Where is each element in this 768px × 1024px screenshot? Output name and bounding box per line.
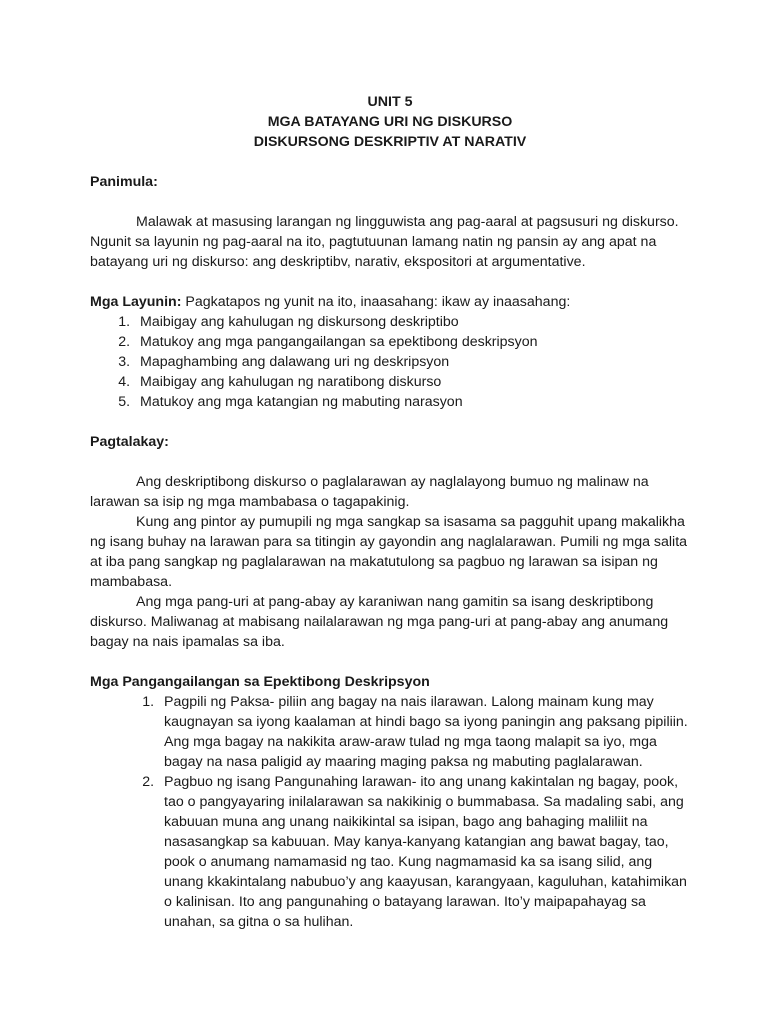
list-item: 2. Matukoy ang mga pangangailangan sa epektibong deskripsyon (134, 332, 690, 352)
unit-label: UNIT 5 (367, 94, 413, 110)
list-item: 2. Pagbuo ng isang Pangunahing larawan- ito ang unang kakintalan ng bagay, pook, tao o pangyayaring inilalarawan sa nakikinig o bummabasa. Sa madaling sabi, ang kabuuan muna ang unang naikikintal sa isipan, bago ang bahaging maliliit na nasasangkap sa kabuuan. May kanya-kanyang katangian ang bawat bagay, tao, pook o anumang namamasid ng tao. Kung nagmamasid ka sa isang silid, ang unang kkakintalang nabubuo’y ang kaayusan, karangyaan, kaguluhan, katahimikan o kalinisan. Ito ang pangunahing o batayang larawan. Ito’y maipapahayag sa unahan, sa gitna o sa hulihan. (158, 772, 690, 932)
panimula-paragraph: Malawak at masusing larangan ng lingguwista ang pag-aaral at pagsusuri ng diskurso. Ngunit sa layunin ng pag-aaral na ito, pagtutuunan lamang natin ng pansin ay ang apat na batayang uri ng diskurso: ang deskriptibv, narativ, ekspositori at argumentative. (90, 214, 679, 270)
layunin-heading: Mga Layunin: (90, 294, 182, 310)
panimula-heading: Panimula: (90, 174, 158, 190)
layunin-list (90, 312, 690, 412)
list-item: 3. Mapaghambing ang dalawang uri ng deskripsyon (134, 352, 690, 372)
list-item: 1. Maibigay ang kahulugan ng diskursong deskriptibo (134, 312, 690, 332)
pagtalakay-heading: Pagtalakay: (90, 434, 169, 450)
layunin-intro: Pagkatapos ng yunit na ito, inaasahang: ikaw ay inaasahang: (181, 294, 571, 310)
pangangailangan-list (90, 692, 690, 932)
list-item: 5. Matukoy ang mga katangian ng mabuting narasyon (134, 392, 690, 412)
pagtalakay-paragraph: Ang mga pang-uri at pang-abay ay karaniwan nang gamitin sa isang deskriptibong diskurso. Maliwanag at mabisang nailalarawan ng mga pang-uri at pang-abay ang anumang bagay na nais ipamalas sa iba. (90, 594, 669, 650)
document-title: MGA BATAYANG URI NG DISKURSO (267, 114, 513, 130)
list-item: 1. Pagpili ng Paksa- piliin ang bagay na nais ilarawan. Lalong mainam kung may kaugnayan sa iyong kaalaman at hindi bago sa iyong paningin ang paksang pipiliin. Ang mga bagay na nakikita araw-araw tulad ng mga taong malapit sa iyo, mga bagay na nasa paligid ay maaring maging paksa ng mabuting paglalarawan. (158, 692, 690, 772)
pangangailangan-heading: Mga Pangangailangan sa Epektibong Deskripsyon (90, 674, 430, 690)
layunin-line (90, 292, 690, 312)
list-item: 4. Maibigay ang kahulugan ng naratibong diskurso (134, 372, 690, 392)
pagtalakay-paragraph: Ang deskriptibong diskurso o paglalarawan ay naglalayong bumuo ng malinaw na larawan sa isip ng mga mambabasa o tagapakinig. (90, 474, 649, 510)
document-subtitle: DISKURSONG DESKRIPTIV AT NARATIV (253, 134, 527, 150)
document-body (90, 92, 690, 932)
pagtalakay-paragraph: Kung ang pintor ay pumupili ng mga sangkap sa isasama sa pagguhit upang makalikha ng isang buhay na larawan para sa titingin ay gayondin ang naglalarawan. Pumili ng mga salita at iba pang sangkap ng paglalarawan na makatutulong sa pagbuo ng larawan sa isipan ng mambabasa. (90, 514, 688, 590)
